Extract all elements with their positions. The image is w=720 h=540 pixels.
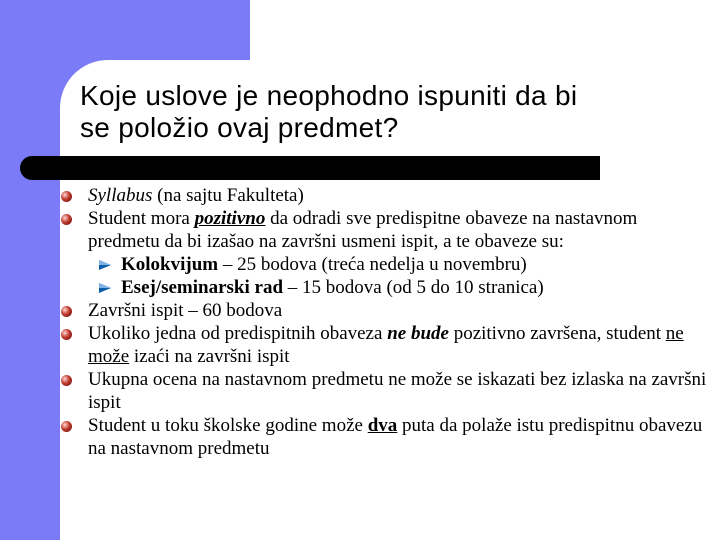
syllabus-text: (na sajtu Fakulteta) [152, 185, 304, 206]
round-bullet-icon [61, 191, 72, 202]
round-bullet-icon [61, 421, 72, 432]
slide-title [80, 80, 700, 144]
list-item-total-grade [58, 368, 708, 414]
final-exam-text: Završni ispit – 60 bodova [88, 300, 283, 321]
obligations-text-2: da odradi sve predispitne obaveze na nastavnom predmetu da bi izašao na završni usmeni ispit, a te obaveze su: [88, 208, 638, 252]
retakes-text-1: Student u toku školske godine može [88, 415, 368, 436]
obligations-text-1: Student mora [88, 208, 195, 229]
list-item-final-exam [58, 299, 708, 322]
esej-text: – 15 bodova (od 5 do 10 stranica) [283, 277, 544, 298]
sublist-item-kolokvijum [58, 253, 708, 276]
round-bullet-icon [61, 214, 72, 225]
kolokvijum-label: Kolokvijum [121, 254, 219, 275]
kolokvijum-text: – 25 bodova (treća nedelja u novembru) [218, 254, 527, 275]
title-divider-bar [20, 156, 600, 180]
arrow-bullet-icon [98, 281, 112, 295]
retakes-emphasis: dva [367, 415, 398, 436]
round-bullet-icon [61, 375, 72, 386]
failure-text-2: pozitivno završena, student [448, 323, 666, 344]
obligations-emphasis: pozitivno [194, 208, 266, 229]
bullet-list [58, 184, 708, 460]
list-item-failure-condition [58, 322, 708, 368]
title-line-2: se položio ovaj predmet? [80, 112, 399, 143]
failure-underlined: ne može [88, 323, 684, 367]
failure-text-3: izaći na završni ispit [129, 346, 290, 367]
round-bullet-icon [61, 306, 72, 317]
esej-label: Esej/seminarski rad [121, 277, 284, 298]
sublist-item-esej [58, 276, 708, 299]
title-line-1: Koje uslove je neophodno ispuniti da bi [80, 80, 578, 111]
list-item-obligations [58, 207, 708, 253]
arrow-bullet-icon [98, 258, 112, 272]
failure-text-1: Ukoliko jedna od predispitnih obaveza [88, 323, 388, 344]
list-item-syllabus [58, 184, 708, 207]
failure-emphasis: ne bude [387, 323, 449, 344]
total-grade-text: Ukupna ocena na nastavnom predmetu ne može se iskazati bez izlaska na završni ispit [88, 369, 707, 413]
syllabus-word: Syllabus [88, 185, 153, 206]
retakes-text-2: puta da polaže istu predispitnu obavezu na nastavnom predmetu [88, 415, 703, 459]
list-item-retakes [58, 414, 708, 460]
round-bullet-icon [61, 329, 72, 340]
